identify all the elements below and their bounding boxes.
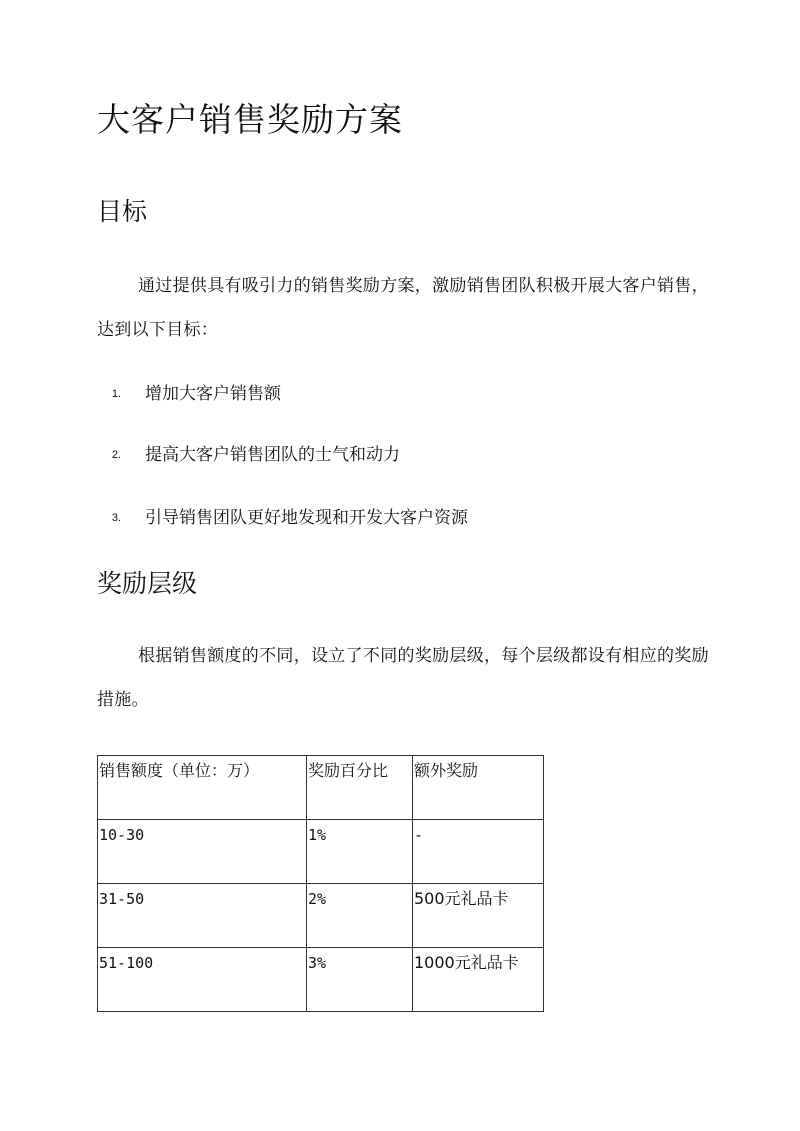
list-number: 1. (111, 388, 121, 400)
goal-heading: 目标 (97, 197, 148, 226)
table-row (98, 884, 544, 948)
goal-list-item (97, 440, 400, 470)
tiers-heading: 奖励层级 (97, 569, 198, 598)
header-cell-extra-reward: 额外奖励 (413, 756, 544, 820)
goal-list-item (97, 503, 468, 533)
list-number: 2. (111, 449, 121, 461)
reward-tiers-table (97, 755, 544, 1012)
goal-paragraph: 通过提供具有吸引力的销售奖励方案，激励销售团队积极开展大客户销售，达到以下目标： (97, 276, 709, 340)
cell-sales-amount: 51-100 (98, 948, 307, 1012)
cell-extra-reward: - (413, 820, 544, 884)
cell-sales-amount: 31-50 (98, 884, 307, 948)
cell-sales-amount: 10-30 (98, 820, 307, 884)
list-text: 提高大客户销售团队的士气和动力 (145, 445, 400, 465)
table-row (98, 820, 544, 884)
table-row (98, 948, 544, 1012)
list-text: 增加大客户销售额 (145, 384, 281, 404)
cell-reward-percent: 2% (307, 884, 413, 948)
header-cell-reward-percent: 奖励百分比 (307, 756, 413, 820)
goal-list-item (97, 379, 281, 409)
header-cell-sales-amount: 销售额度（单位：万） (98, 756, 307, 820)
cell-extra-reward: 500元礼品卡 (413, 884, 544, 948)
cell-reward-percent: 3% (307, 948, 413, 1012)
list-number: 3. (111, 512, 121, 524)
tiers-paragraph: 根据销售额度的不同，设立了不同的奖励层级，每个层级都设有相应的奖励措施。 (97, 646, 709, 710)
cell-extra-reward: 1000元礼品卡 (413, 948, 544, 1012)
list-text: 引导销售团队更好地发现和开发大客户资源 (145, 508, 468, 528)
document-title: 大客户销售奖励方案 (97, 100, 403, 139)
cell-reward-percent: 1% (307, 820, 413, 884)
table-header-row (98, 756, 544, 820)
